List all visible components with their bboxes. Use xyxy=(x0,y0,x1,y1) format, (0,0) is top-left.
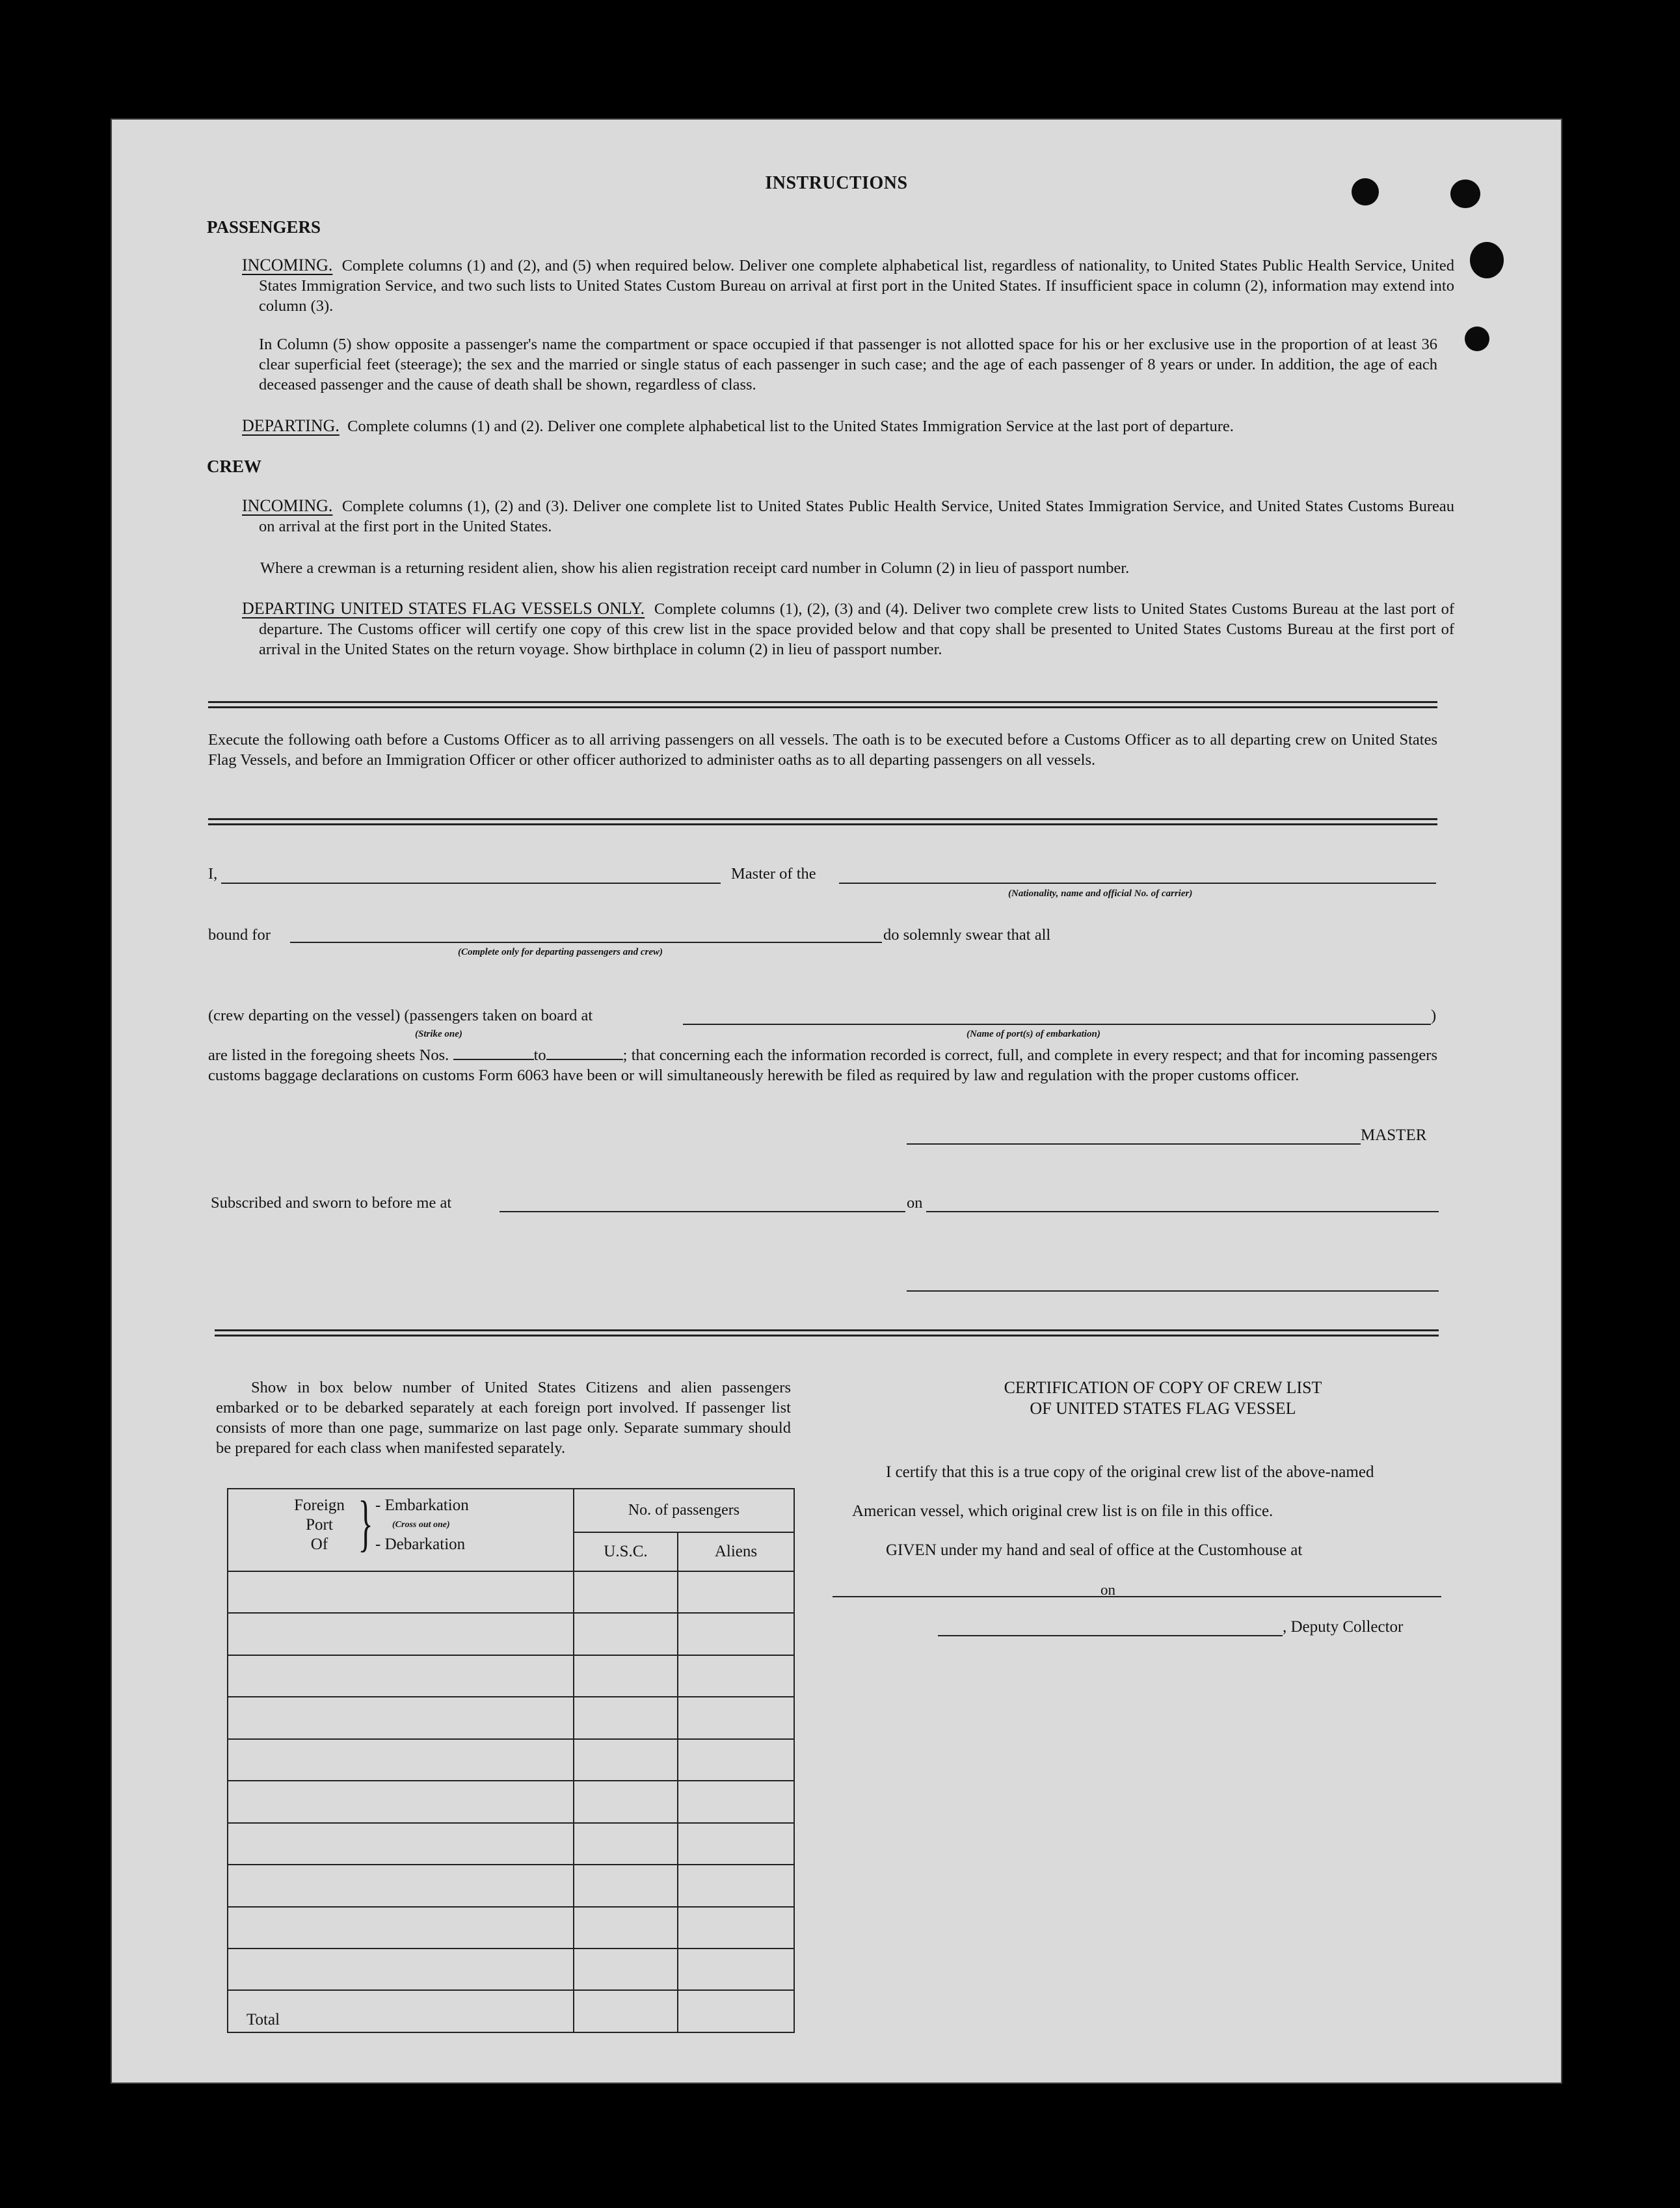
usc-cell[interactable] xyxy=(574,1865,678,1906)
column5-paragraph: In Column (5) show opposite a passenger's name the compartment or space occupied if that passenger is not allotted space for his or her exclusive use in the proportion of at least 36 clear superficial feet (steerage); the sex and the married or single status of each passenger in such case; and the age of each passenger of 8 years or under. In addition, the age of each deceased passenger and the cause of death shall be shown, regardless of class. xyxy=(259,336,1437,393)
close-paren: ) xyxy=(1431,1007,1437,1024)
carrier-caption: (Nationality, name and official No. of carrier) xyxy=(1008,888,1193,899)
certification-title-line1: CERTIFICATION OF COPY OF CREW LIST xyxy=(1004,1378,1322,1397)
passenger-summary-table xyxy=(227,1488,795,2033)
certification-line1: I certify that this is a true copy of the original crew list of the above-named xyxy=(886,1463,1374,1481)
sheet-to-field[interactable] xyxy=(546,1044,623,1060)
usc-header: U.S.C. xyxy=(574,1532,678,1571)
aliens-total-cell[interactable] xyxy=(678,1990,794,2032)
embarkation-label: - Embarkation xyxy=(375,1496,469,1514)
passengers-departing-label: DEPARTING. xyxy=(242,416,340,435)
certification-date-field[interactable] xyxy=(1120,1596,1441,1597)
summary-intro: Show in box below number of United States Citizens and alien passengers embarked or to be debarked separately at each foreign port involved. If passenger list consists of more than one page, summarize on last page only. Separate summary should be prepared for each class when manifested separately. xyxy=(216,1379,791,1457)
table-row xyxy=(228,1907,794,1949)
usc-cell[interactable] xyxy=(574,1613,678,1655)
certification-line2: American vessel, which original crew list is on file in this office. xyxy=(852,1502,1273,1520)
table-row xyxy=(228,1949,794,1990)
statement-paragraph xyxy=(208,1044,1437,1085)
oath-i-label: I, xyxy=(208,865,218,883)
officer-signature-field[interactable] xyxy=(907,1290,1439,1292)
table-row xyxy=(228,1781,794,1822)
usc-total-cell[interactable] xyxy=(574,1990,678,2032)
bound-for-label: bound for xyxy=(208,926,271,944)
table-row xyxy=(228,1613,794,1655)
crew-incoming-label: INCOMING. xyxy=(242,496,333,515)
crew-incoming-paragraph xyxy=(242,496,1454,537)
instructions-title: INSTRUCTIONS xyxy=(765,173,908,193)
certification-title xyxy=(890,1377,1436,1419)
certification-title-line2: OF UNITED STATES FLAG VESSEL xyxy=(1030,1399,1296,1418)
crew-flag-paragraph xyxy=(242,598,1454,659)
divider xyxy=(208,701,1437,703)
sworn-at-field[interactable] xyxy=(500,1211,905,1212)
usc-cell[interactable] xyxy=(574,1781,678,1822)
divider xyxy=(208,706,1437,708)
aliens-cell[interactable] xyxy=(678,1949,794,1990)
port-header-cell xyxy=(228,1489,574,1571)
master-label: MASTER xyxy=(1361,1126,1427,1144)
of-label: Of xyxy=(310,1536,328,1553)
passengers-incoming-paragraph xyxy=(242,255,1454,316)
port-label: Port xyxy=(306,1516,333,1534)
master-name-field[interactable] xyxy=(221,883,721,884)
crew-flag-label: DEPARTING UNITED STATES FLAG VESSELS ONLY. xyxy=(242,599,645,618)
aliens-header: Aliens xyxy=(678,1532,794,1571)
aliens-cell[interactable] xyxy=(678,1781,794,1822)
crew-heading: CREW xyxy=(207,457,262,476)
debarkation-label: - Debarkation xyxy=(375,1536,466,1553)
port-cell[interactable] xyxy=(228,1781,574,1822)
port-cell[interactable] xyxy=(228,1739,574,1781)
no-of-passengers-header: No. of passengers xyxy=(574,1489,794,1532)
usc-cell[interactable] xyxy=(574,1739,678,1781)
port-cell[interactable] xyxy=(228,1907,574,1949)
strike-caption: (Strike one) xyxy=(415,1029,462,1039)
usc-cell[interactable] xyxy=(574,1571,678,1613)
punch-hole xyxy=(1465,326,1489,351)
sheet-from-field[interactable] xyxy=(453,1044,534,1060)
port-cell[interactable] xyxy=(228,1823,574,1865)
table-row xyxy=(228,1697,794,1738)
aliens-cell[interactable] xyxy=(678,1739,794,1781)
port-caption: (Name of port(s) of embarkation) xyxy=(967,1029,1100,1039)
table-row xyxy=(228,1739,794,1781)
divider xyxy=(215,1329,1439,1331)
divider xyxy=(215,1335,1439,1337)
sworn-on-label: on xyxy=(907,1194,923,1212)
passengers-incoming-label: INCOMING. xyxy=(242,256,333,274)
port-cell[interactable] xyxy=(228,1949,574,1990)
subscribed-label: Subscribed and sworn to before me at xyxy=(211,1194,452,1212)
usc-cell[interactable] xyxy=(574,1907,678,1949)
master-signature-field[interactable] xyxy=(907,1143,1361,1145)
total-row xyxy=(228,1990,794,2032)
aliens-cell[interactable] xyxy=(678,1697,794,1738)
usc-cell[interactable] xyxy=(574,1823,678,1865)
bound-for-field[interactable] xyxy=(290,942,882,943)
port-cell[interactable] xyxy=(228,1865,574,1906)
punch-hole xyxy=(1470,242,1504,278)
aliens-cell[interactable] xyxy=(678,1823,794,1865)
crew-flag-text: Complete columns (1), (2), (3) and (4). Deliver two complete crew lists to United States Customs Bureau at the last port of departure. The Customs officer will certify one copy of this crew list in the space provided below and that copy shall be presented to United States Customs Bureau at the first port of arrival in the United States on the return voyage. Show birthplace in column (2) in lieu of passport number. xyxy=(259,600,1454,658)
port-cell[interactable] xyxy=(228,1697,574,1738)
carrier-field[interactable] xyxy=(839,883,1436,884)
passengers-departing-paragraph xyxy=(242,416,1437,436)
oath-intro-paragraph: Execute the following oath before a Customs Officer as to all arriving passengers on all vessels. The oath is to be executed before a Customs Officer as to all departing crew on United States Flag Vessels, and before an Immigration Officer or other officer authorized to administer oaths as to all departing passengers on all vessels. xyxy=(208,731,1437,769)
certification-line3: GIVEN under my hand and seal of office at the Customhouse at xyxy=(886,1541,1303,1559)
port-of-embarkation-field[interactable] xyxy=(683,1024,1431,1025)
aliens-cell[interactable] xyxy=(678,1571,794,1613)
passengers-heading: PASSENGERS xyxy=(207,217,321,237)
table-row xyxy=(228,1823,794,1865)
crew-alien-paragraph: Where a crewman is a returning resident alien, show his alien registration receipt card number in Column (2) in lieu of passport number. xyxy=(260,559,1130,577)
usc-cell[interactable] xyxy=(574,1697,678,1738)
aliens-cell[interactable] xyxy=(678,1907,794,1949)
deputy-collector-label: , Deputy Collector xyxy=(1283,1618,1404,1636)
aliens-cell[interactable] xyxy=(678,1655,794,1697)
table-row xyxy=(228,1655,794,1697)
sworn-on-field[interactable] xyxy=(926,1211,1439,1212)
to-label: to xyxy=(533,1046,546,1064)
port-cell[interactable] xyxy=(228,1655,574,1697)
total-label: Total xyxy=(228,1990,574,2032)
usc-cell[interactable] xyxy=(574,1949,678,1990)
foreign-label: Foreign xyxy=(294,1496,345,1514)
form-page xyxy=(112,120,1561,2082)
swear-label: do solemnly swear that all xyxy=(883,926,1051,944)
master-of-label: Master of the xyxy=(731,865,816,883)
table-row xyxy=(228,1571,794,1613)
table-row xyxy=(228,1865,794,1906)
listed-label: are listed in the foregoing sheets Nos. xyxy=(208,1046,449,1064)
statement-text: ; that concerning each the information recorded is correct, full, and complete in every respect; and that for incoming passengers customs baggage declarations on customs Form 6063 have been or will simultaneously herewith be filed as required by law and regulation with the proper customs officer. xyxy=(208,1046,1437,1084)
divider xyxy=(208,818,1437,820)
deputy-collector-signature-field[interactable] xyxy=(938,1635,1283,1636)
crew-incoming-text: Complete columns (1), (2) and (3). Deliver one complete list to United States Public Health Service, United States Immigration Service, and United States Customs Bureau on arrival at the first port in the United States. xyxy=(259,498,1454,535)
passengers-incoming-text: Complete columns (1) and (2), and (5) when required below. Deliver one complete alphabetical list, regardless of nationality, to United States Public Health Service, United States Immigration Service, and two such lists to United States Custom Bureau on arrival at first port in the United States. If insufficient space in column (2), information may extend into column (3). xyxy=(259,257,1455,315)
aliens-cell[interactable] xyxy=(678,1865,794,1906)
usc-cell[interactable] xyxy=(574,1655,678,1697)
bound-caption: (Complete only for departing passengers and crew) xyxy=(458,947,663,957)
aliens-cell[interactable] xyxy=(678,1613,794,1655)
port-cell[interactable] xyxy=(228,1613,574,1655)
certification-on-label: on xyxy=(1100,1582,1115,1598)
passengers-departing-text: Complete columns (1) and (2). Deliver one complete alphabetical list to the United States Immigration Service at the last port of departure. xyxy=(347,418,1234,435)
crew-departing-label: (crew departing on the vessel) (passengers taken on board at xyxy=(208,1007,593,1024)
brace-icon: } xyxy=(358,1488,373,1558)
divider xyxy=(208,823,1437,825)
port-cell[interactable] xyxy=(228,1571,574,1613)
cross-out-caption: (Cross out one) xyxy=(392,1520,450,1530)
